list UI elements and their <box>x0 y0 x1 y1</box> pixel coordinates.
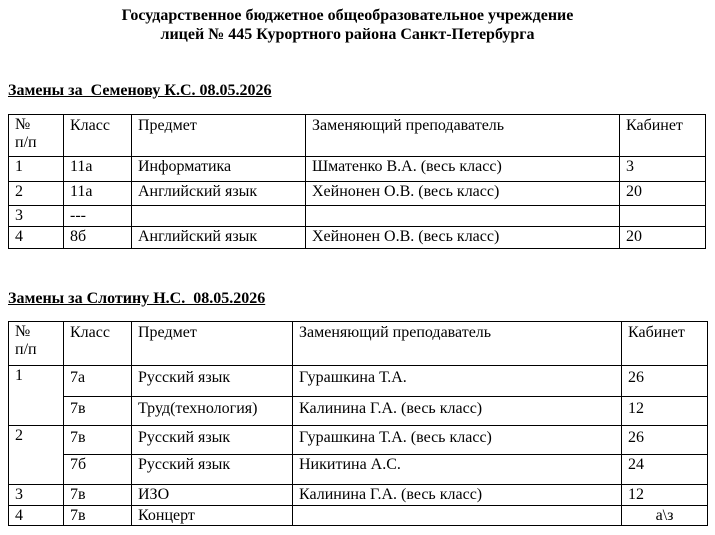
header-num-abbr: п/п <box>15 134 37 151</box>
header-class: Класс <box>64 322 132 366</box>
row-subject: Русский язык <box>132 455 293 485</box>
row-class: 7в <box>64 397 132 426</box>
header-num <box>9 115 64 157</box>
row-subject: Русский язык <box>132 426 293 455</box>
row-teacher: Гурашкина Т.А. (весь класс) <box>293 426 622 455</box>
row-subject: ИЗО <box>132 485 293 506</box>
row-room: 24 <box>622 455 708 485</box>
row-class: 7в <box>64 506 132 526</box>
row-subject <box>132 206 306 227</box>
organization-title <box>0 6 695 44</box>
header-subject: Предмет <box>132 115 306 157</box>
substitution-table-2 <box>8 321 708 526</box>
row-room: 20 <box>620 182 706 206</box>
row-class: 7а <box>64 366 132 397</box>
row-num: 3 <box>9 206 64 227</box>
row-room: 20 <box>620 227 706 249</box>
row-num: 4 <box>9 506 64 526</box>
row-class: 11а <box>64 182 132 206</box>
row-teacher <box>306 206 620 227</box>
row-subject: Концерт <box>132 506 293 526</box>
row-room <box>620 206 706 227</box>
table-row <box>9 227 706 249</box>
row-teacher: Хейнонен О.В. (весь класс) <box>306 227 620 249</box>
header-num-symbol: № <box>15 323 31 340</box>
row-subject: Английский язык <box>132 182 306 206</box>
row-room: 26 <box>622 366 708 397</box>
row-teacher: Шматенко В.А. (весь класс) <box>306 157 620 182</box>
row-room: 26 <box>622 426 708 455</box>
header-class: Класс <box>64 115 132 157</box>
organization-title-line2: лицей № 445 Курортного района Санкт-Петербурга <box>160 26 535 43</box>
row-subject: Труд(технология) <box>132 397 293 426</box>
row-subject: Русский язык <box>132 366 293 397</box>
row-teacher: Никитина А.С. <box>293 455 622 485</box>
table-row <box>9 397 708 426</box>
table-row <box>9 455 708 485</box>
table-row <box>9 506 708 526</box>
table-header-row <box>9 115 706 157</box>
row-room: 12 <box>622 485 708 506</box>
row-teacher: Калинина Г.А. (весь класс) <box>293 485 622 506</box>
header-num-symbol: № <box>15 116 31 133</box>
row-room: 3 <box>620 157 706 182</box>
header-room: Кабинет <box>622 322 708 366</box>
row-num: 2 <box>9 182 64 206</box>
row-class: 8б <box>64 227 132 249</box>
table-row <box>9 485 708 506</box>
table-row <box>9 157 706 182</box>
section2-title: Замены за Слотину Н.С. 08.05.2026 <box>8 290 266 307</box>
substitution-table-1 <box>8 114 706 249</box>
header-room: Кабинет <box>620 115 706 157</box>
row-subject: Английский язык <box>132 227 306 249</box>
header-teacher: Заменяющий преподаватель <box>293 322 622 366</box>
row-class: 11а <box>64 157 132 182</box>
header-num <box>9 322 64 366</box>
row-teacher: Хейнонен О.В. (весь класс) <box>306 182 620 206</box>
header-teacher: Заменяющий преподаватель <box>306 115 620 157</box>
row-num: 1 <box>9 366 64 426</box>
table-row <box>9 182 706 206</box>
row-teacher: Гурашкина Т.А. <box>293 366 622 397</box>
row-num: 1 <box>9 157 64 182</box>
row-teacher: Калинина Г.А. (весь класс) <box>293 397 622 426</box>
row-room: 12 <box>622 397 708 426</box>
row-teacher <box>293 506 622 526</box>
organization-title-line1: Государственное бюджетное общеобразовательное учреждение <box>121 7 574 24</box>
row-class: 7б <box>64 455 132 485</box>
table-row <box>9 366 708 397</box>
header-subject: Предмет <box>132 322 293 366</box>
table-header-row <box>9 322 708 366</box>
row-class: --- <box>64 206 132 227</box>
row-num: 4 <box>9 227 64 249</box>
row-subject: Информатика <box>132 157 306 182</box>
table-row <box>9 426 708 455</box>
row-class: 7в <box>64 426 132 455</box>
row-num: 3 <box>9 485 64 506</box>
header-num-abbr: п/п <box>15 341 37 358</box>
table-row <box>9 206 706 227</box>
row-class: 7в <box>64 485 132 506</box>
row-num: 2 <box>9 426 64 485</box>
row-room: а\з <box>622 506 708 526</box>
section1-title: Замены за Семенову К.С. 08.05.2026 <box>8 82 272 99</box>
